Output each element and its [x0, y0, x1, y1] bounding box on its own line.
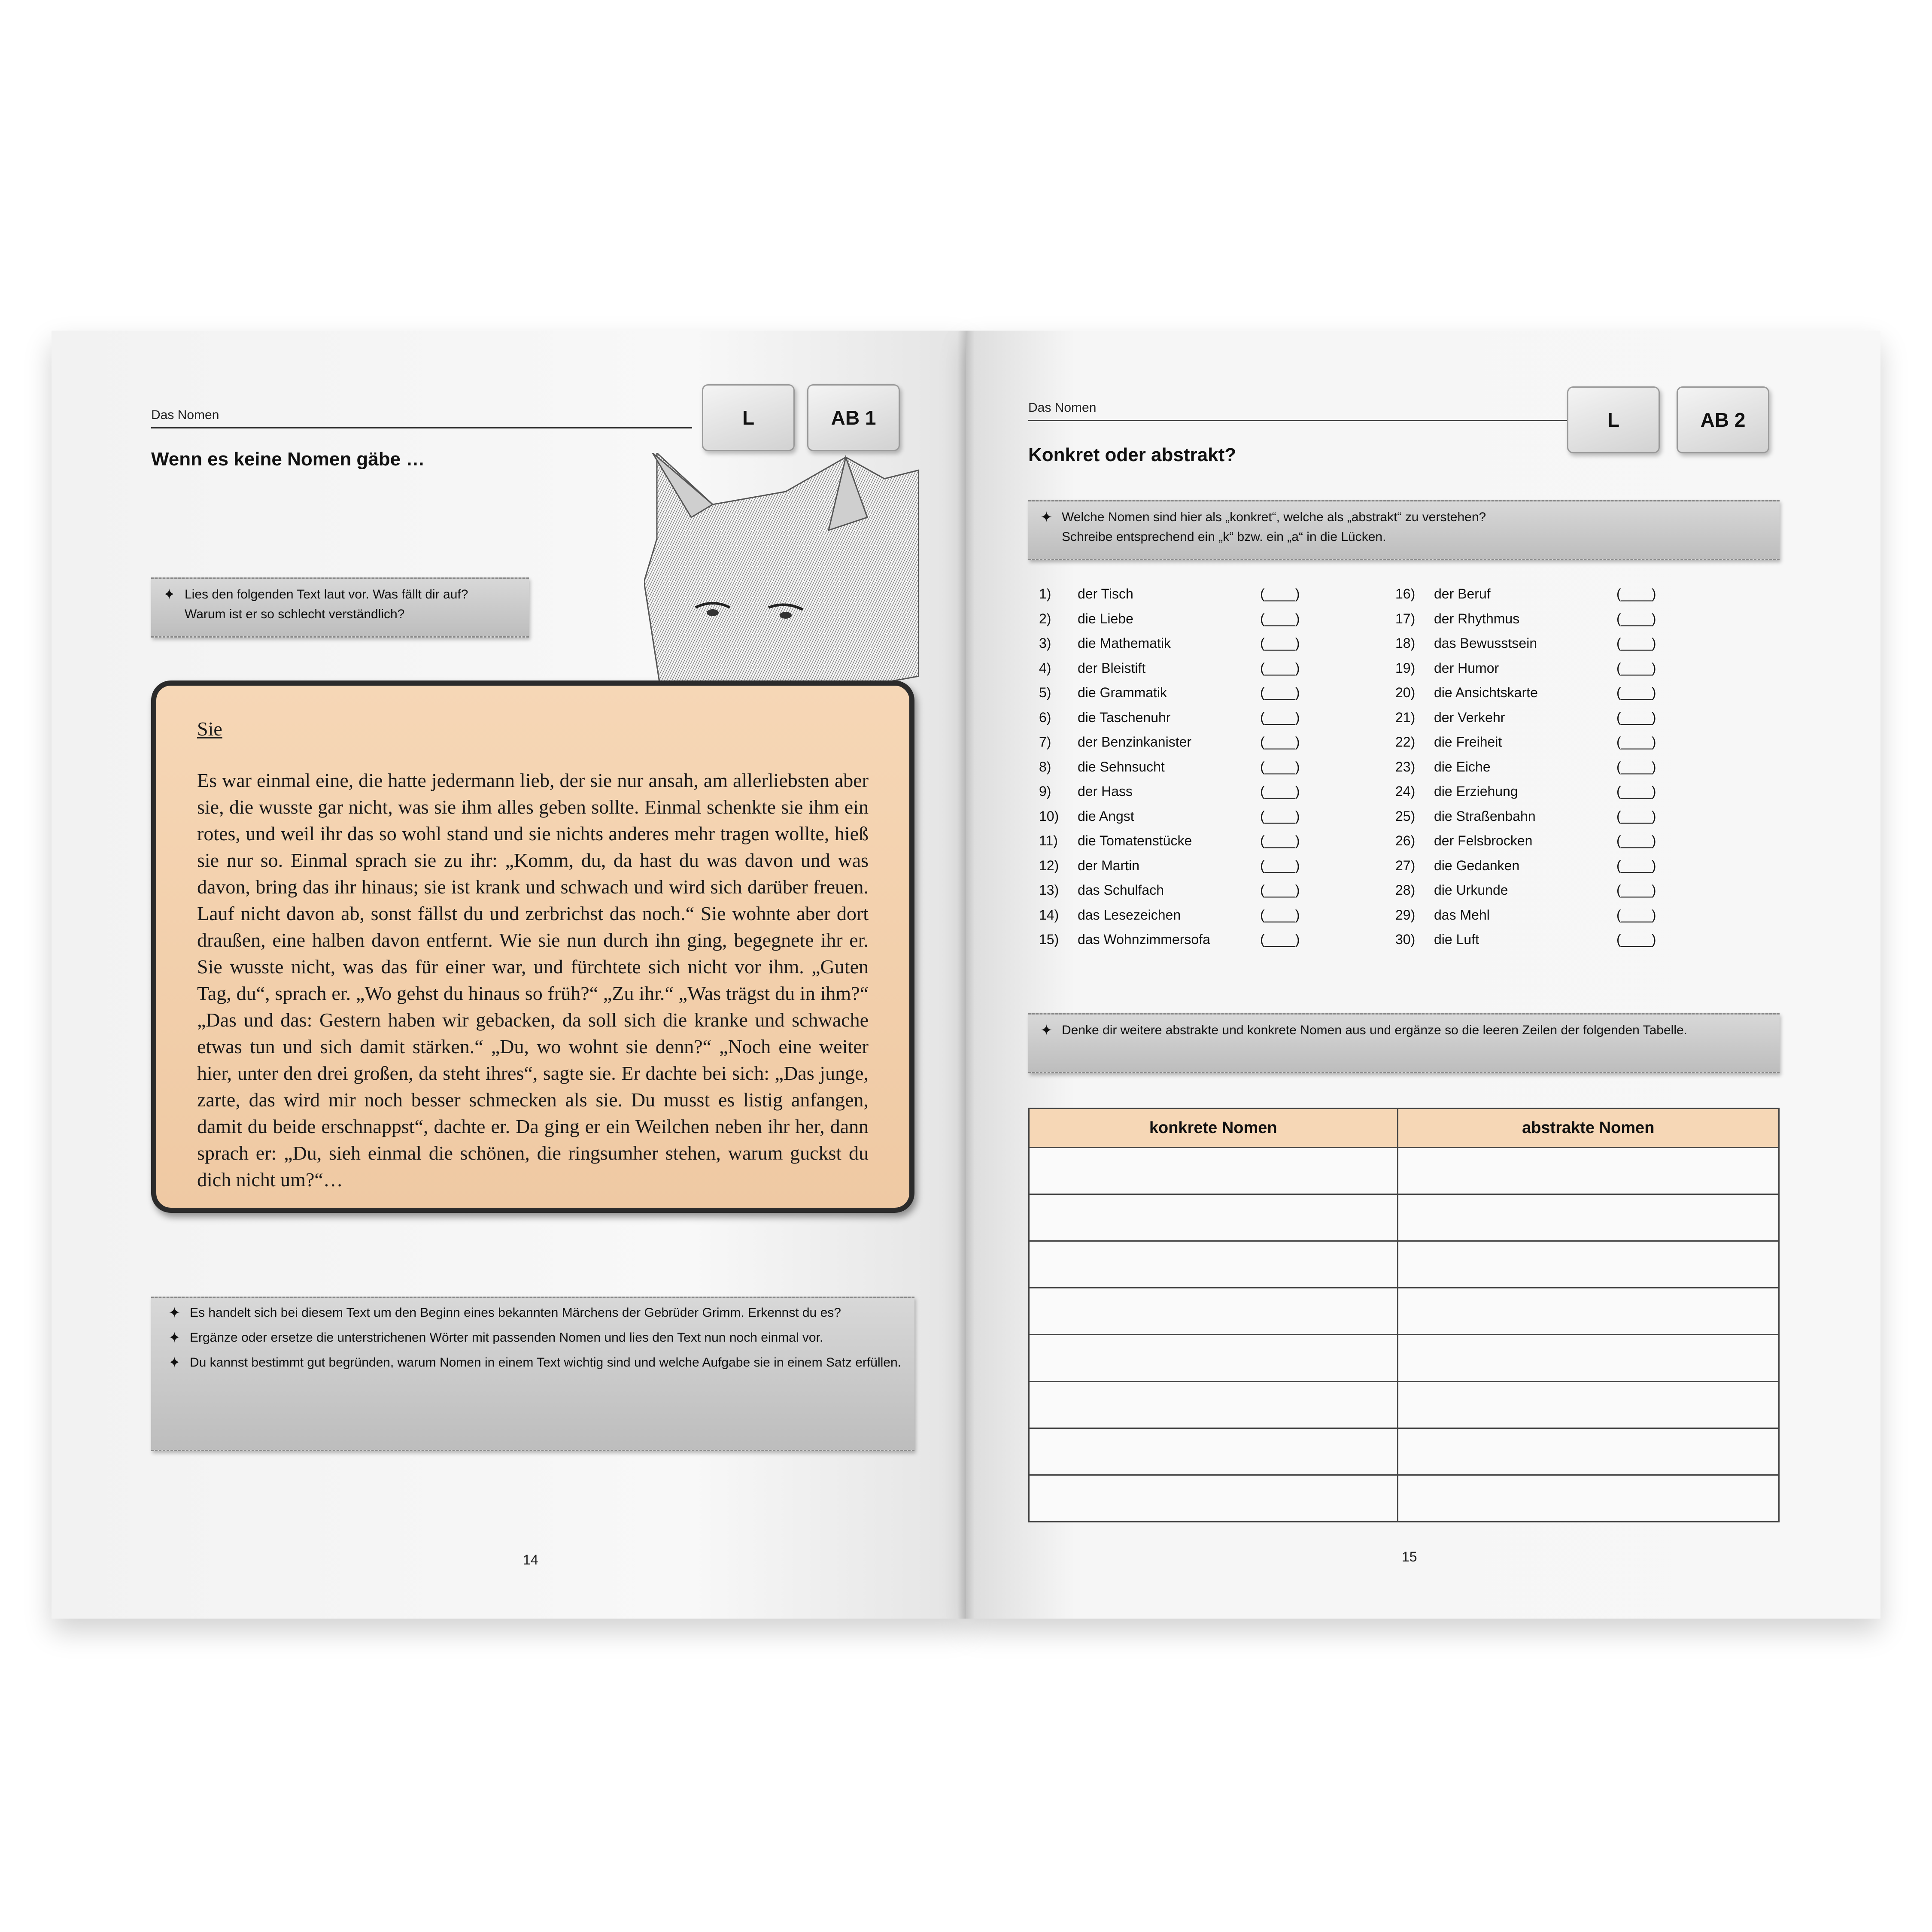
item-number: 8): [1039, 759, 1051, 775]
right-tag-ab: AB 2: [1677, 386, 1769, 453]
answer-blank[interactable]: (____): [1260, 759, 1300, 775]
left-instruction-box: [151, 577, 529, 638]
word-list-column-1: [1039, 582, 1382, 952]
list-item: [1395, 854, 1739, 878]
item-number: 20): [1395, 685, 1416, 700]
item-number: 4): [1039, 660, 1051, 676]
item-word: der Humor: [1434, 660, 1499, 676]
answer-blank[interactable]: (____): [1260, 784, 1300, 799]
task-item: [168, 1353, 902, 1373]
table-cell[interactable]: [1029, 1428, 1398, 1475]
right-tag-l: L: [1567, 386, 1660, 453]
answer-blank[interactable]: (____): [1616, 635, 1656, 651]
table-row: [1029, 1288, 1779, 1335]
item-word: die Eiche: [1434, 759, 1491, 775]
left-tag-ab: AB 1: [807, 384, 900, 451]
book-gutter: [957, 331, 975, 1619]
table-row: [1029, 1428, 1779, 1475]
item-number: 9): [1039, 784, 1051, 799]
list-item: [1039, 656, 1382, 681]
right-page-title: Konkret oder abstrakt?: [1028, 444, 1236, 465]
star-icon: ✦: [168, 1355, 181, 1371]
item-word: das Wohnzimmersofa: [1078, 932, 1210, 947]
table-cell[interactable]: [1029, 1382, 1398, 1428]
list-item: [1039, 582, 1382, 607]
nomen-table: [1028, 1108, 1780, 1522]
list-item: [1039, 804, 1382, 829]
task-item: [168, 1328, 902, 1348]
task-text: Ergänze oder ersetze die unterstrichenen Wörter mit passenden Nomen und lies den Text nun noch einmal vor.: [190, 1331, 823, 1345]
table-cell[interactable]: [1029, 1288, 1398, 1335]
item-word: das Bewusstsein: [1434, 635, 1537, 651]
item-number: 15): [1039, 932, 1059, 947]
table-cell[interactable]: [1397, 1194, 1779, 1241]
list-item: [1395, 582, 1739, 607]
task-text: Es handelt sich bei diesem Text um den Beginn eines bekannten Märchens der Gebrüder Grimm. Erkennst du es?: [190, 1306, 841, 1320]
item-number: 29): [1395, 907, 1416, 923]
list-item: [1039, 927, 1382, 952]
right-instruction-line1: Welche Nomen sind hier als „konkret“, welche als „abstrakt“ zu verstehen?: [1062, 510, 1486, 524]
right-instruction-line2: Schreibe entsprechend ein „k“ bzw. ein „a“ in die Lücken.: [1062, 530, 1386, 544]
left-header-label: Das Nomen: [151, 408, 219, 422]
item-number: 2): [1039, 611, 1051, 626]
item-word: der Hass: [1078, 784, 1133, 799]
star-icon: ✦: [168, 1305, 181, 1321]
list-item: [1395, 705, 1739, 730]
answer-blank[interactable]: (____): [1616, 685, 1656, 700]
item-number: 14): [1039, 907, 1059, 923]
list-item: [1395, 656, 1739, 681]
item-number: 6): [1039, 709, 1051, 725]
list-item: [1395, 903, 1739, 928]
answer-blank[interactable]: (____): [1260, 932, 1300, 947]
table-row: [1029, 1194, 1779, 1241]
table-cell[interactable]: [1397, 1382, 1779, 1428]
item-word: die Straßenbahn: [1434, 808, 1536, 824]
item-number: 27): [1395, 857, 1416, 873]
answer-blank[interactable]: (____): [1260, 586, 1300, 601]
table-header-konkret: konkrete Nomen: [1029, 1109, 1398, 1148]
item-word: der Benzinkanister: [1078, 734, 1192, 750]
item-word: die Ansichtskarte: [1434, 685, 1538, 700]
item-number: 5): [1039, 685, 1051, 700]
list-item: [1395, 607, 1739, 632]
item-word: das Schulfach: [1078, 882, 1164, 898]
item-word: die Grammatik: [1078, 685, 1167, 700]
left-instruction-line2: Warum ist er so schlecht verständlich?: [185, 607, 405, 621]
answer-blank[interactable]: (____): [1260, 685, 1300, 700]
list-item: [1039, 607, 1382, 632]
item-word: der Verkehr: [1434, 709, 1505, 725]
list-item: [1395, 804, 1739, 829]
answer-blank[interactable]: (____): [1260, 882, 1300, 898]
list-item: [1039, 829, 1382, 854]
item-word: der Tisch: [1078, 586, 1133, 601]
answer-blank[interactable]: (____): [1260, 635, 1300, 651]
right-instruction2-text: Denke dir weitere abstrakte und konkrete Nomen aus und ergänze so die leeren Zeilen der folgenden Tabelle.: [1062, 1023, 1688, 1037]
item-number: 25): [1395, 808, 1416, 824]
item-word: die Liebe: [1078, 611, 1133, 626]
answer-blank[interactable]: (____): [1616, 759, 1656, 775]
item-number: 17): [1395, 611, 1416, 626]
list-item: [1395, 730, 1739, 755]
right-instruction-box: [1028, 500, 1780, 560]
item-number: 21): [1395, 709, 1416, 725]
list-item: [1039, 705, 1382, 730]
item-number: 7): [1039, 734, 1051, 750]
left-tag-l: L: [702, 384, 795, 451]
list-item: [1039, 903, 1382, 928]
list-item: [1039, 878, 1382, 903]
answer-blank[interactable]: (____): [1260, 907, 1300, 923]
item-number: 26): [1395, 833, 1416, 848]
item-number: 13): [1039, 882, 1059, 898]
star-icon: ✦: [1040, 1022, 1053, 1039]
right-instruction2-box: [1028, 1013, 1780, 1073]
table-row: [1029, 1241, 1779, 1288]
left-task-box: [151, 1297, 914, 1451]
left-instruction-line1: Lies den folgenden Text laut vor. Was fällt dir auf?: [185, 587, 468, 601]
right-page-number: 15: [1402, 1549, 1417, 1564]
answer-blank[interactable]: (____): [1616, 857, 1656, 873]
table-row: [1029, 1148, 1779, 1194]
item-number: 23): [1395, 759, 1416, 775]
table-header-abstrakt: abstrakte Nomen: [1397, 1109, 1779, 1148]
answer-blank[interactable]: (____): [1616, 586, 1656, 601]
table-cell[interactable]: [1397, 1288, 1779, 1335]
item-number: 1): [1039, 586, 1051, 601]
item-number: 22): [1395, 734, 1416, 750]
item-word: die Angst: [1078, 808, 1134, 824]
right-header-line: [1028, 420, 1629, 421]
table-row: [1029, 1475, 1779, 1522]
list-item: [1395, 927, 1739, 952]
answer-blank[interactable]: (____): [1616, 709, 1656, 725]
answer-blank[interactable]: (____): [1260, 660, 1300, 676]
word-list-column-2: [1395, 582, 1739, 952]
item-word: der Rhythmus: [1434, 611, 1520, 626]
answer-blank[interactable]: (____): [1616, 882, 1656, 898]
item-number: 18): [1395, 635, 1416, 651]
story-title: Sie: [197, 718, 222, 740]
left-page-title: Wenn es keine Nomen gäbe …: [151, 449, 425, 470]
item-number: 24): [1395, 784, 1416, 799]
item-number: 28): [1395, 882, 1416, 898]
answer-blank[interactable]: (____): [1616, 611, 1656, 626]
list-item: [1395, 631, 1739, 656]
table-cell[interactable]: [1029, 1194, 1398, 1241]
table-row: [1029, 1382, 1779, 1428]
table-cell[interactable]: [1029, 1335, 1398, 1382]
item-word: die Freiheit: [1434, 734, 1502, 750]
star-icon: ✦: [168, 1330, 181, 1346]
item-word: die Gedanken: [1434, 857, 1520, 873]
table-cell[interactable]: [1397, 1148, 1779, 1194]
answer-blank[interactable]: (____): [1260, 611, 1300, 626]
table-cell[interactable]: [1029, 1148, 1398, 1194]
list-item: [1039, 680, 1382, 705]
list-item: [1395, 680, 1739, 705]
answer-blank[interactable]: (____): [1260, 734, 1300, 750]
answer-blank[interactable]: (____): [1616, 808, 1656, 824]
table-cell[interactable]: [1029, 1475, 1398, 1522]
item-word: der Martin: [1078, 857, 1140, 873]
item-word: die Tomatenstücke: [1078, 833, 1192, 848]
list-item: [1039, 854, 1382, 878]
star-icon: ✦: [1040, 509, 1053, 526]
answer-blank[interactable]: (____): [1616, 660, 1656, 676]
story-box: [151, 680, 914, 1213]
answer-blank[interactable]: (____): [1616, 907, 1656, 923]
table-row: [1029, 1335, 1779, 1382]
item-word: die Sehnsucht: [1078, 759, 1165, 775]
table-cell[interactable]: [1397, 1428, 1779, 1475]
list-item: [1395, 829, 1739, 854]
item-number: 30): [1395, 932, 1416, 947]
item-word: der Bleistift: [1078, 660, 1146, 676]
item-number: 3): [1039, 635, 1051, 651]
answer-blank[interactable]: (____): [1616, 784, 1656, 799]
item-word: die Luft: [1434, 932, 1479, 947]
open-book: [52, 331, 1880, 1631]
answer-blank[interactable]: (____): [1260, 808, 1300, 824]
answer-blank[interactable]: (____): [1616, 932, 1656, 947]
item-word: die Urkunde: [1434, 882, 1508, 898]
answer-blank[interactable]: (____): [1616, 833, 1656, 848]
table-cell[interactable]: [1397, 1241, 1779, 1288]
left-header-line: [151, 427, 692, 428]
list-item: [1039, 730, 1382, 755]
list-item: [1395, 878, 1739, 903]
answer-blank[interactable]: (____): [1260, 857, 1300, 873]
right-header-label: Das Nomen: [1028, 401, 1097, 415]
item-word: der Beruf: [1434, 586, 1491, 601]
item-number: 12): [1039, 857, 1059, 873]
item-number: 16): [1395, 586, 1416, 601]
item-number: 11): [1039, 833, 1058, 848]
item-word: die Erziehung: [1434, 784, 1518, 799]
answer-blank[interactable]: (____): [1260, 833, 1300, 848]
item-word: der Felsbrocken: [1434, 833, 1533, 848]
star-icon: ✦: [163, 586, 176, 603]
item-number: 10): [1039, 808, 1059, 824]
list-item: [1395, 779, 1739, 804]
task-item: [168, 1303, 902, 1323]
table-cell[interactable]: [1029, 1241, 1398, 1288]
story-text: Es war einmal eine, die hatte jedermann lieb, der sie nur ansah, am allerliebsten aber sie, die wusste gar nicht, was sie ihm alles geben sollte. Einmal schenkte sie ihm ein rotes, und weil ihr das so wohl stand und sie nichts anderes mehr tragen wollte, hieß sie nur so. Einmal sprach sie zu ihr: „Komm, du, da hast du was davon und was davon, bring das ihr hinaus; sie ist krank und schwach und wird sich darüber freuen. Lauf nicht davon ab, sonst fällst du und zerbrichst das noch.“ Sie wohnte aber dort draußen, eine halben davon entfernt. Wie sie nun durch ihn ging, begegnete ihr er. Sie wusste nicht, was das für einer war, und fürchtete sich nicht vor ihm. „Guten Tag, du“, sprach er. „Wo gehst du hinaus so früh?“ „Zu ihr.“ „Was trägst du in ihm?“ „Das und das: Gestern haben wir gebacken, da soll sich die kranke und schwache etwas tun und sich damit stärken.“ „Du, wo wohnt sie denn?“ „Noch eine weiter hier, unter den drei großen, da steht ihres“, sagte sie. Er dachte bei sich: „Das junge, zarte, das wird mir noch besser schmecken als sie. Du musst es listig anfangen, damit du beide erschnappst“, dachte er. Da ging er ein Weilchen neben ihr her, dann sprach er: „Du, sieh einmal die schönen, die ringsumher stehen, warum guckst du dich nicht um?“…: [197, 769, 869, 1191]
item-word: das Lesezeichen: [1078, 907, 1181, 923]
left-page-number: 14: [523, 1552, 538, 1567]
list-item: [1039, 779, 1382, 804]
item-word: die Mathematik: [1078, 635, 1171, 651]
answer-blank[interactable]: (____): [1260, 709, 1300, 725]
list-item: [1039, 631, 1382, 656]
answer-blank[interactable]: (____): [1616, 734, 1656, 750]
table-cell[interactable]: [1397, 1475, 1779, 1522]
list-item: [1039, 755, 1382, 780]
list-item: [1395, 755, 1739, 780]
table-cell[interactable]: [1397, 1335, 1779, 1382]
item-number: 19): [1395, 660, 1416, 676]
item-word: das Mehl: [1434, 907, 1490, 923]
item-word: die Taschenuhr: [1078, 709, 1171, 725]
task-text: Du kannst bestimmt gut begründen, warum Nomen in einem Text wichtig sind und welche Aufgabe sie in einem Satz erfüllen.: [190, 1355, 902, 1370]
